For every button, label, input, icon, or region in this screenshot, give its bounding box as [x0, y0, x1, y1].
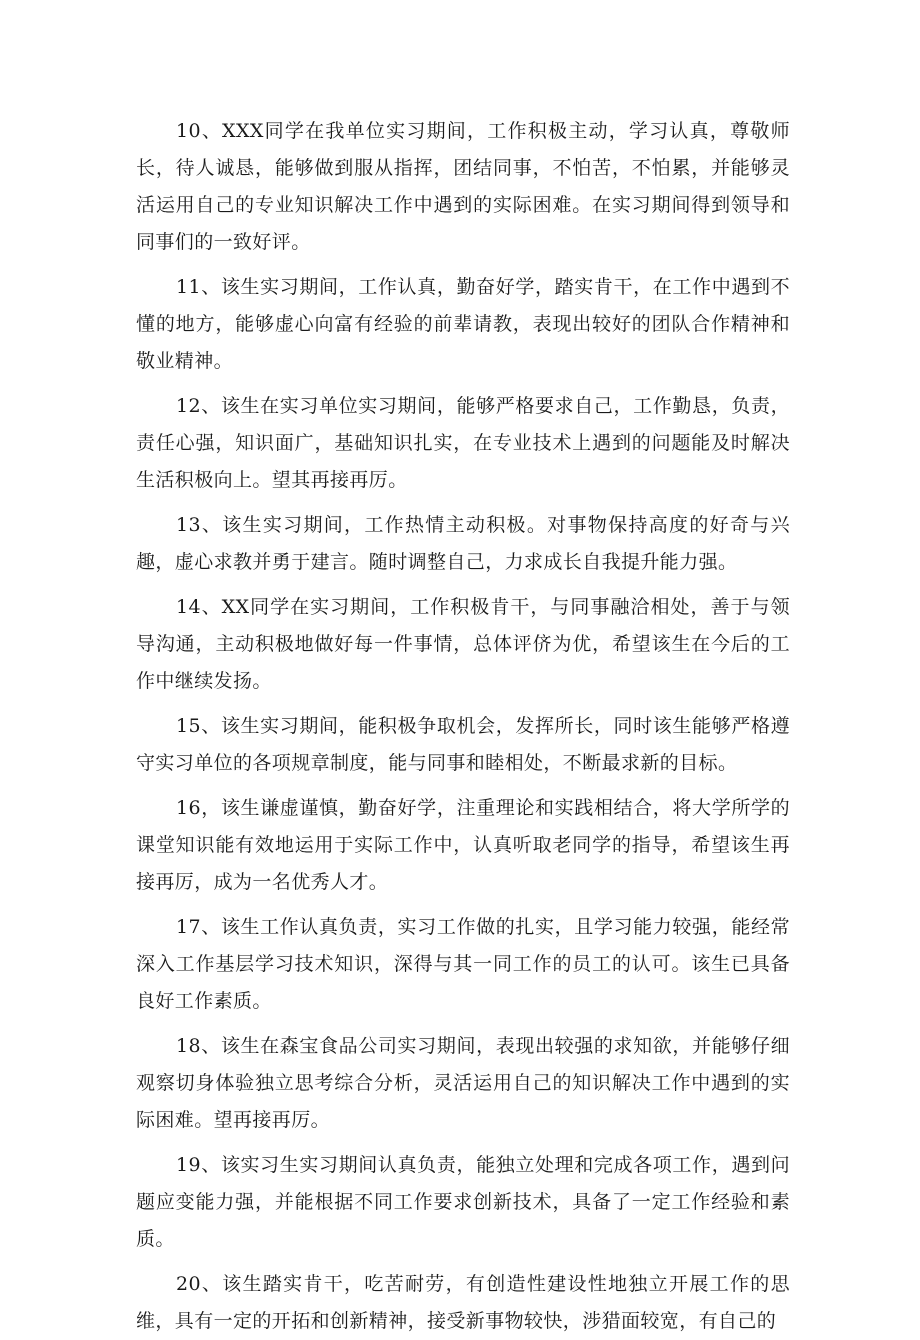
evaluation-paragraph-13: 13、该生实习期间，工作热情主动积极。对事物保持高度的好奇与兴趣，虚心求教并勇于建言。随时调整自己，力求成长自我提升能力强。 — [136, 514, 790, 573]
evaluation-paragraph-12: 12、该生在实习单位实习期间，能够严格要求自己，工作勤恳，负责，责任心强，知识面广，基础知识扎实，在专业技术上遇到的问题能及时解决生活积极向上。望其再接再厉。 — [136, 395, 790, 491]
evaluation-paragraph-16: 16，该生谦虚谨慎，勤奋好学，注重理论和实践相结合，将大学所学的课堂知识能有效地运用于实际工作中，认真听取老同学的指导，希望该生再接再厉，成为一名优秀人才。 — [136, 797, 790, 893]
evaluation-paragraph-10: 10、XXX同学在我单位实习期间，工作积极主动，学习认真，尊敬师长，待人诚恳，能够做到服从指挥，团结同事，不怕苦，不怕累，并能够灵活运用自己的专业知识解决工作中遇到的实际困难。在实习期间得到领导和同事们的一致好评。 — [136, 120, 790, 253]
evaluation-paragraph-20: 20、该生踏实肯干，吃苦耐劳，有创造性建设性地独立开展工作的思维，具有一定的开拓和创新精神，接受新事物较快，涉猎面较宽，有自己的 — [136, 1273, 790, 1332]
evaluation-paragraph-15: 15、该生实习期间，能积极争取机会，发挥所长，同时该生能够严格遵守实习单位的各项规章制度，能与同事和睦相处，不断最求新的目标。 — [136, 715, 790, 774]
evaluation-paragraph-17: 17、该生工作认真负责，实习工作做的扎实，且学习能力较强，能经常深入工作基层学习技术知识，深得与其一同工作的员工的认可。该生已具备良好工作素质。 — [136, 916, 790, 1012]
evaluation-paragraph-18: 18、该生在森宝食品公司实习期间，表现出较强的求知欲，并能够仔细观察切身体验独立思考综合分析，灵活运用自己的知识解决工作中遇到的实际困难。望再接再厉。 — [136, 1035, 790, 1131]
evaluation-paragraph-11: 11、该生实习期间，工作认真，勤奋好学，踏实肯干，在工作中遇到不懂的地方，能够虚心向富有经验的前辈请教，表现出较好的团队合作精神和敬业精神。 — [136, 276, 790, 372]
evaluation-paragraph-14: 14、XX同学在实习期间，工作积极肯干，与同事融洽相处，善于与领导沟通，主动积极地做好每一件事情，总体评侪为优，希望该生在今后的工作中继续发扬。 — [136, 596, 790, 692]
evaluation-paragraph-19: 19、该实习生实习期间认真负责，能独立处理和完成各项工作，遇到问题应变能力强，并能根据不同工作要求创新技术，具备了一定工作经验和素质。 — [136, 1154, 790, 1250]
